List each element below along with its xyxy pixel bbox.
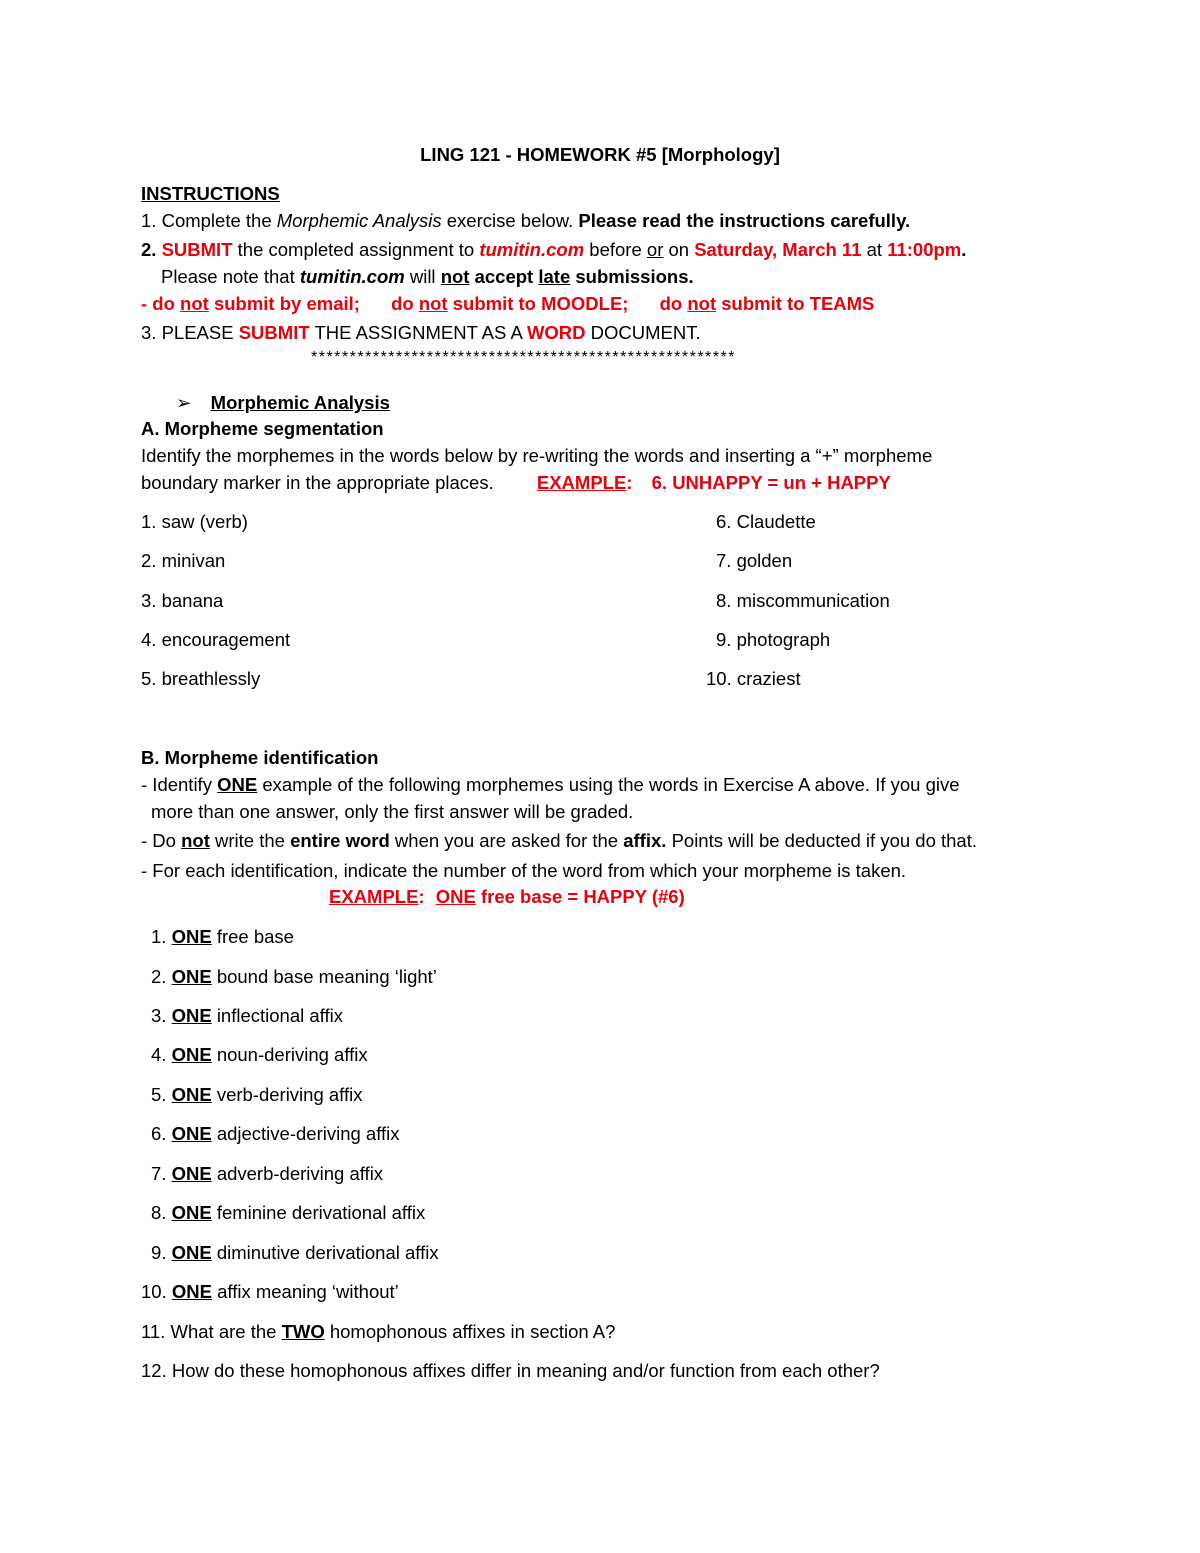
question-keyword: ONE [171,1242,212,1263]
question-text: verb-deriving affix [216,1084,363,1105]
instruction-text: at [866,239,883,260]
rule-keyword: entire word [290,830,390,851]
instruction-number: 2. [141,239,157,260]
item-number: 8. [716,590,732,611]
word-list-item [716,550,792,572]
instruction-text: Please note that [161,266,295,287]
instruction-text: on [668,239,690,260]
part-b-rule-3: - For each identification, indicate the number of the word from which your morpheme is taken. [141,860,907,881]
instruction-text: submissions. [575,266,694,287]
question-number: 6. [151,1123,167,1144]
question-number: 7. [151,1163,167,1184]
question-text: How do these homophonous affixes differ in meaning and/or function from each other? [171,1360,880,1381]
question-text: free base [216,926,294,947]
section-title: Morphemic Analysis [210,392,390,413]
part-b-rule-2 [141,830,977,852]
word-list-item [141,668,260,690]
question-item [151,1084,362,1106]
instruction-3 [141,322,701,344]
warning-text: submit by email; [213,293,360,314]
question-text: What are the [170,1321,277,1342]
submission-site: tumitin.com [479,239,585,260]
question-text: feminine derivational affix [216,1202,426,1223]
word-list-item [141,629,290,651]
submit-keyword: SUBMIT [238,322,310,343]
question-item [151,1242,439,1264]
due-time: 11:00pm [887,239,962,260]
question-keyword: ONE [171,1084,212,1105]
section-heading [176,392,390,414]
item-word: Claudette [736,511,816,532]
word-list-item [716,511,816,533]
part-a-instructions: Identify the morphemes in the words below by re-writing the words and inserting a “+” morpheme [141,445,933,466]
question-text: adverb-deriving affix [216,1163,384,1184]
warning-text: do [659,293,683,314]
example-keyword: ONE [435,886,476,907]
instruction-text: not [440,266,470,287]
question-keyword: ONE [171,926,212,947]
question-item [151,1202,425,1224]
separator-line: ******************************************************* [311,349,736,366]
instruction-text: Complete the [161,210,272,231]
instruction-text: or [646,239,664,260]
rule-keyword: not [181,830,210,851]
rule-keyword: ONE [217,774,258,795]
rule-text: write the [215,830,285,851]
question-number: 5. [151,1084,167,1105]
rule-text: Points will be deducted if you do that. [671,830,978,851]
item-number: 6. [716,511,732,532]
instruction-emphasis: Morphemic Analysis [276,210,442,231]
arrow-bullet-icon: ➢ [176,392,192,413]
question-item [151,1044,368,1066]
question-number: 1. [151,926,167,947]
item-word: minivan [161,550,226,571]
word-list-item [716,629,830,651]
warning-text: not [180,293,209,314]
item-word: craziest [736,668,801,689]
instruction-text: DOCUMENT. [590,322,701,343]
example-label-text: EXAMPLE [536,472,627,493]
question-keyword: ONE [171,966,212,987]
warning-text: submit to TEAMS [721,293,875,314]
part-a-instructions-cont [141,472,891,494]
question-number: 3. [151,1005,167,1026]
question-keyword: ONE [171,1123,212,1144]
warning-text: - do [141,293,175,314]
question-number: 12. [141,1360,167,1381]
warning-text: submit to MOODLE; [452,293,629,314]
example-text: 6. UNHAPPY = un + HAPPY [651,472,891,493]
question-text: affix meaning ‘without’ [217,1281,399,1302]
warning-text: do [391,293,414,314]
question-text: bound base meaning ‘light’ [216,966,437,987]
question-item [151,1163,383,1185]
question-number: 2. [151,966,167,987]
instruction-text: accept [474,266,534,287]
part-a-heading: A. Morpheme segmentation [141,418,384,439]
item-number: 2. [141,550,157,571]
punctuation: : [626,472,633,493]
instruction-1 [141,210,910,232]
warning-text: not [418,293,448,314]
rule-text: when you are asked for the [394,830,619,851]
warning-text: not [687,293,717,314]
example-label [537,472,633,493]
instruction-text: THE ASSIGNMENT AS A [314,322,522,343]
submission-site: tumitin.com [299,266,405,287]
rule-text: example of the following morphemes using the words in Exercise A above. If you give [262,774,960,795]
item-number: 4. [141,629,157,650]
question-item [151,1123,400,1145]
question-item [141,1281,399,1303]
word-list-item [141,511,248,533]
punctuation: : [418,886,425,907]
instruction-text: before [589,239,642,260]
question-keyword: ONE [171,1044,212,1065]
item-word: photograph [736,629,831,650]
item-word: breathlessly [161,668,261,689]
instruction-text: late [538,266,571,287]
part-b-rule-1 [141,774,960,796]
instruction-note: Please read the instructions carefully. [578,210,911,231]
item-number: 9. [716,629,732,650]
instruction-number: 3. [141,322,157,343]
question-text: diminutive derivational affix [216,1242,439,1263]
part-b-example [329,886,685,908]
example-label [329,886,425,907]
question-item [141,1321,615,1343]
instruction-text: the completed assignment to [237,239,475,260]
question-item [151,926,294,948]
instruction-text: will [409,266,436,287]
rule-text: - Do [141,830,176,851]
instruction-text: boundary marker in the appropriate places. [141,472,494,493]
question-number: 11. [141,1321,166,1342]
item-number: 7. [716,550,732,571]
due-date: Saturday, March 11 [694,239,862,260]
word-list-item [716,590,890,612]
item-number: 3. [141,590,157,611]
item-number: 1. [141,511,157,532]
question-keyword: TWO [281,1321,325,1342]
item-word: golden [736,550,793,571]
document-title: LING 121 - HOMEWORK #5 [Morphology] [420,144,780,165]
question-keyword: ONE [171,1005,212,1026]
submit-keyword: SUBMIT [161,239,233,260]
question-number: 4. [151,1044,167,1065]
question-keyword: ONE [171,1281,212,1302]
example-label-text: EXAMPLE [329,886,419,907]
item-word: encouragement [161,629,291,650]
punctuation: . [961,239,967,260]
question-text: adjective-deriving affix [216,1123,400,1144]
instruction-2 [141,239,966,261]
part-b-rule-1-cont: more than one answer, only the first answer will be graded. [151,801,634,822]
item-word: miscommunication [736,590,890,611]
part-b-heading: B. Morpheme identification [141,747,379,768]
question-keyword: ONE [171,1163,212,1184]
rule-text: - Identify [141,774,212,795]
item-number: 10. [706,668,732,689]
instruction-text: PLEASE [161,322,234,343]
word-list-item [141,590,223,612]
rule-keyword: affix. [623,830,667,851]
question-item [151,966,437,988]
question-number: 10. [141,1281,167,1302]
item-word: banana [161,590,224,611]
question-text: inflectional affix [216,1005,343,1026]
question-item [151,1005,343,1027]
instructions-heading: INSTRUCTIONS [141,183,280,204]
item-number: 5. [141,668,157,689]
instruction-number: 1. [141,210,157,231]
question-number: 9. [151,1242,167,1263]
item-word: saw (verb) [161,511,248,532]
question-text: noun-deriving affix [216,1044,368,1065]
word-list-item [141,550,225,572]
instruction-2-note [161,266,694,288]
example-text: free base = HAPPY (#6) [480,886,685,907]
instruction-text: exercise below. [446,210,574,231]
question-keyword: ONE [171,1202,212,1223]
format-keyword: WORD [526,322,586,343]
question-item [141,1360,880,1382]
submission-warning [141,293,874,315]
question-text: homophonous affixes in section A? [329,1321,616,1342]
word-list-item [706,668,801,690]
question-number: 8. [151,1202,167,1223]
